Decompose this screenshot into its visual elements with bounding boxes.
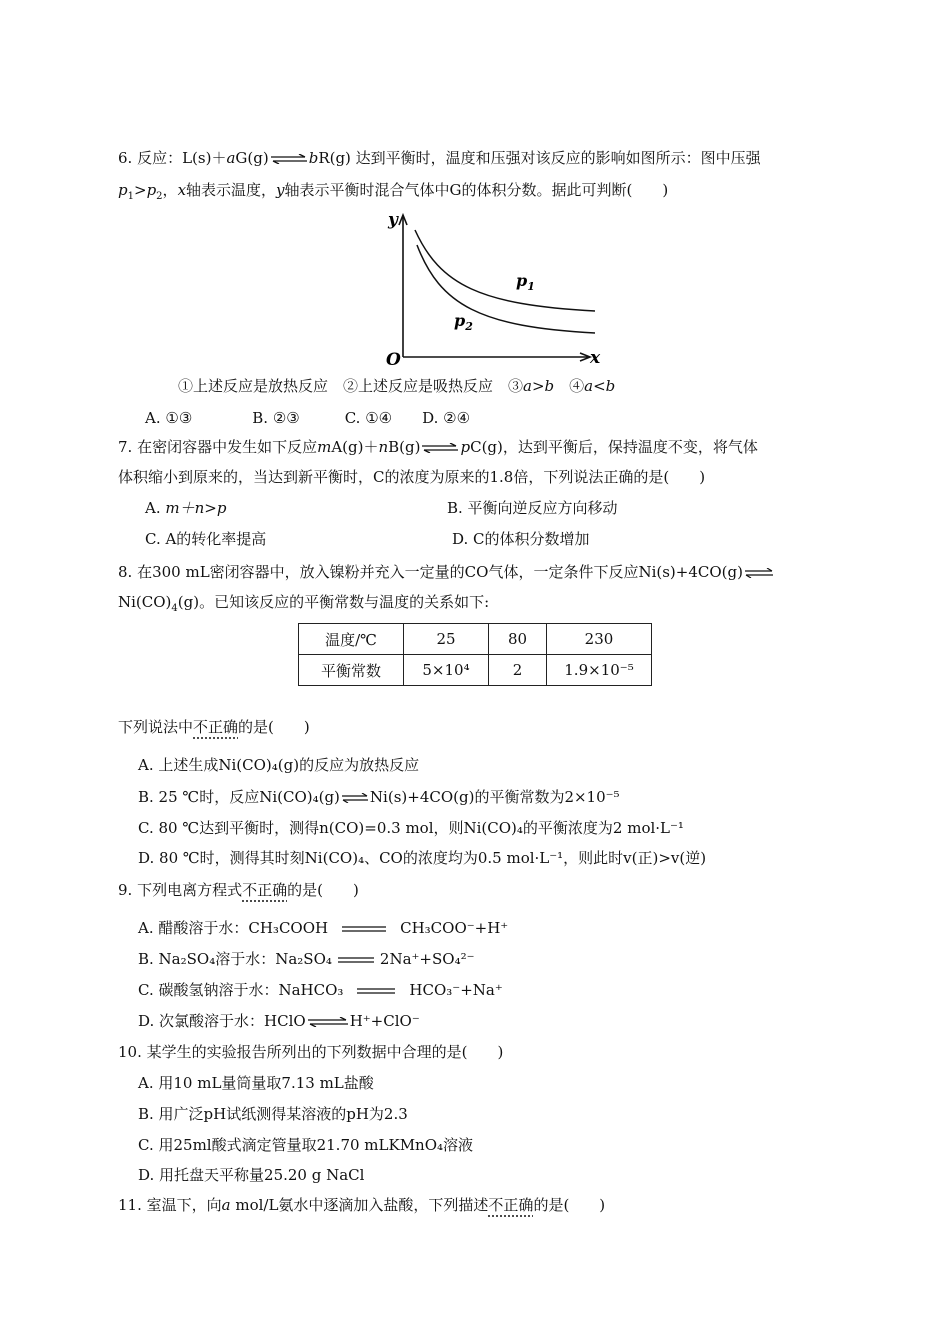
q6-stem-line2: $p_1>p_2$，x轴表示温度，y轴表示平衡时混合气体中G的体积分数。据此可判断( ) bbox=[118, 181, 669, 202]
table-cell: 5×10⁴ bbox=[404, 655, 489, 686]
q7-option-a: A. m＋n>p bbox=[145, 499, 227, 517]
q7-stem-line2: 体积缩小到原来的，当达到新平衡时，C的浓度为原来的1.8倍，下列说法正确的是( ) bbox=[118, 468, 706, 486]
q6-stem-line1: 6. 反应：L(s)＋aG(g) bR(g) 达到平衡时，温度和压强对该反应的影响如图所示：图中压强 bbox=[118, 149, 761, 167]
equilibrium-arrow-icon bbox=[422, 443, 458, 453]
table-cell: 2 bbox=[489, 655, 547, 686]
y-axis-label: y bbox=[388, 210, 398, 230]
q10-option-a: A. 用10 mL量筒量取7.13 mL盐酸 bbox=[138, 1074, 374, 1092]
q8-stem-line1: 8. 在300 mL密闭容器中，放入镍粉并充入一定量的CO气体，一定条件下反应Ni(s)+4CO(g) bbox=[118, 562, 775, 582]
q9-option-b: B. Na₂SO₄溶于水：Na₂SO₄ 2Na⁺+SO₄²⁻ bbox=[138, 950, 475, 968]
q9-question: 9. 下列电离方程式不正确的是( ) bbox=[118, 881, 359, 899]
q6-pressure-temperature-graph bbox=[370, 205, 610, 375]
table-cell: 230 bbox=[547, 624, 652, 655]
q10-option-c: C. 用25ml酸式滴定管量取21.70 mLKMnO₄溶液 bbox=[138, 1136, 474, 1154]
table-cell: 平衡常数 bbox=[299, 655, 404, 686]
p1-label: $p_1$ bbox=[516, 271, 535, 293]
table-row bbox=[299, 655, 652, 686]
table-cell: 1.9×10⁻⁵ bbox=[547, 655, 652, 686]
q8-option-b: B. 25 ℃时，反应Ni(CO)₄(g) Ni(s)+4CO(g)的平衡常数为2×10⁻⁵ bbox=[138, 788, 620, 806]
equilibrium-constant-table bbox=[298, 623, 652, 686]
table-cell: 25 bbox=[404, 624, 489, 655]
q8-option-c: C. 80 ℃达到平衡时，测得n(CO)=0.3 mol，则Ni(CO)₄的平衡浓度为2 mol·L⁻¹ bbox=[138, 819, 684, 837]
q7-option-d: D. C的体积分数增加 bbox=[452, 530, 590, 548]
q7-option-c: C. A的转化率提高 bbox=[145, 530, 267, 548]
q11-question: 11. 室温下，向a mol/L氨水中逐滴加入盐酸，下列描述不正确的是( ) bbox=[118, 1196, 606, 1214]
q8-question: 下列说法中不正确的是( ) bbox=[118, 718, 310, 736]
table-cell: 温度/℃ bbox=[299, 624, 404, 655]
q7-stem-line1: 7. 在密闭容器中发生如下反应mA(g)＋nB(g) pC(g)，达到平衡后，保持温度不变，将气体 bbox=[118, 438, 758, 456]
q10-question: 10. 某学生的实验报告所列出的下列数据中合理的是( ) bbox=[118, 1043, 504, 1061]
reversible-arrow-icon bbox=[342, 793, 368, 803]
curve-p1 bbox=[415, 230, 595, 311]
q8-option-d: D. 80 ℃时，测得其时刻Ni(CO)₄、CO的浓度均为0.5 mol·L⁻¹，则此时v(正)>v(逆) bbox=[138, 849, 707, 867]
q6-statements: ①上述反应是放热反应 ②上述反应是吸热反应 ③a>b ④a<b bbox=[178, 377, 616, 395]
q9-option-d: D. 次氯酸溶于水：HClO H⁺+ClO⁻ bbox=[138, 1012, 420, 1030]
table-row bbox=[299, 624, 652, 655]
q9-option-a: A. 醋酸溶于水：CH₃COOH CH₃COO⁻+H⁺ bbox=[138, 919, 509, 937]
equals-sign-icon bbox=[357, 986, 395, 996]
equals-sign-icon bbox=[342, 924, 386, 934]
q6-options: A. ①③ B. ②③ C. ①④ D. ②④ bbox=[145, 409, 471, 427]
equals-sign-icon bbox=[338, 955, 374, 965]
q10-option-b: B. 用广泛pH试纸测得某溶液的pH为2.3 bbox=[138, 1105, 408, 1123]
x-axis-label: x bbox=[590, 348, 601, 368]
q10-option-d: D. 用托盘天平称量25.20 g NaCl bbox=[138, 1166, 365, 1184]
q8-option-a: A. 上述生成Ni(CO)₄(g)的反应为放热反应 bbox=[138, 756, 420, 774]
curve-p2 bbox=[417, 245, 595, 333]
q7-option-b: B. 平衡向逆反应方向移动 bbox=[447, 499, 618, 517]
reversible-arrow-icon bbox=[745, 568, 773, 578]
origin-label: O bbox=[386, 350, 401, 370]
table-cell: 80 bbox=[489, 624, 547, 655]
q8-stem-line2: $Ni(CO)_4(g)$。已知该反应的平衡常数与温度的关系如下: bbox=[118, 593, 490, 614]
p2-label: $p_2$ bbox=[454, 311, 473, 333]
equilibrium-arrow-icon bbox=[271, 154, 307, 164]
q9-option-c: C. 碳酸氢钠溶于水：NaHCO₃ HCO₃⁻+Na⁺ bbox=[138, 981, 503, 999]
equilibrium-arrow-icon bbox=[308, 1017, 348, 1027]
